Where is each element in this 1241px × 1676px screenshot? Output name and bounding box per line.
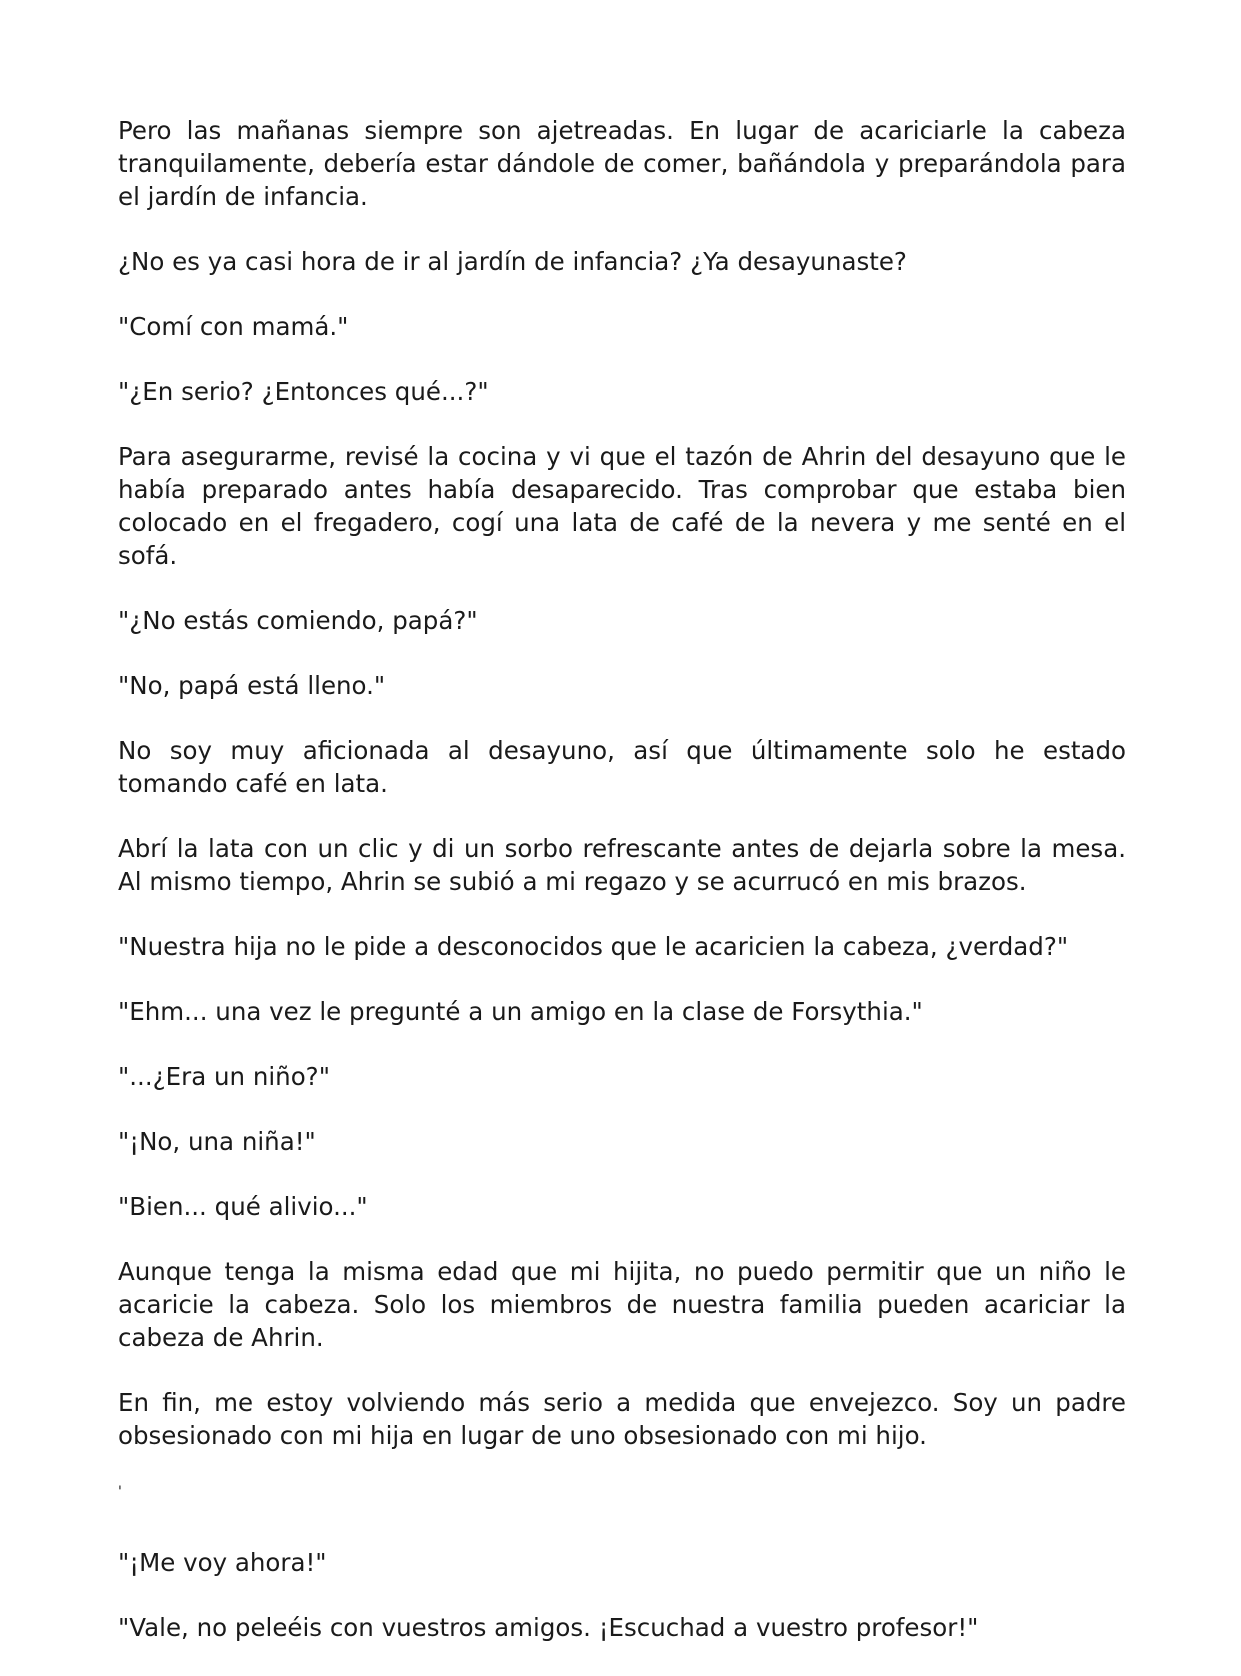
paragraph-16: En fin, me estoy volviendo más serio a medida que envejezco. Soy un padre obsesionado con mi hija en lugar de uno obsesionado con mi hijo. <box>118 1388 1126 1450</box>
paragraph-8: No soy muy aficionada al desayuno, así que últimamente solo he estado tomando café en lata. <box>118 736 1126 798</box>
paragraph-11: "Ehm... una vez le pregunté a un amigo en la clase de Forsythia." <box>118 997 923 1026</box>
scene-break-mark: ' <box>118 1484 122 1500</box>
paragraph-5: Para asegurarme, revisé la cocina y vi que el tazón de Ahrin del desayuno que le había preparado antes había desaparecido. Tras comprobar que estaba bien colocado en el fregadero, cogí una lata de café de la nevera y me senté en el sofá. <box>118 442 1126 570</box>
paragraph-6: "¿No estás comiendo, papá?" <box>118 606 478 635</box>
document-page <box>118 114 1126 1676</box>
paragraph-3: "Comí con mamá." <box>118 312 349 341</box>
paragraph-9: Abrí la lata con un clic y di un sorbo refrescante antes de dejarla sobre la mesa. Al mismo tiempo, Ahrin se subió a mi regazo y se acurrucó en mis brazos. <box>118 834 1126 896</box>
paragraph-13: "¡No, una niña!" <box>118 1127 316 1156</box>
paragraph-18: "Vale, no peleéis con vuestros amigos. ¡Escuchad a vuestro profesor!" <box>118 1613 979 1642</box>
paragraph-17: "¡Me voy ahora!" <box>118 1548 327 1577</box>
paragraph-10: "Nuestra hija no le pide a desconocidos que le acaricien la cabeza, ¿verdad?" <box>118 932 1069 961</box>
paragraph-2: ¿No es ya casi hora de ir al jardín de infancia? ¿Ya desayunaste? <box>118 247 907 276</box>
paragraph-7: "No, papá está lleno." <box>118 671 386 700</box>
paragraph-12: "...¿Era un niño?" <box>118 1062 330 1091</box>
paragraph-14: "Bien... qué alivio..." <box>118 1192 368 1221</box>
paragraph-15: Aunque tenga la misma edad que mi hijita, no puedo permitir que un niño le acaricie la cabeza. Solo los miembros de nuestra familia pueden acariciar la cabeza de Ahrin. <box>118 1257 1126 1352</box>
paragraph-4: "¿En serio? ¿Entonces qué...?" <box>118 377 489 406</box>
paragraph-1: Pero las mañanas siempre son ajetreadas. En lugar de acariciarle la cabeza tranquilamente, debería estar dándole de comer, bañándola y preparándola para el jardín de infancia. <box>118 116 1126 211</box>
